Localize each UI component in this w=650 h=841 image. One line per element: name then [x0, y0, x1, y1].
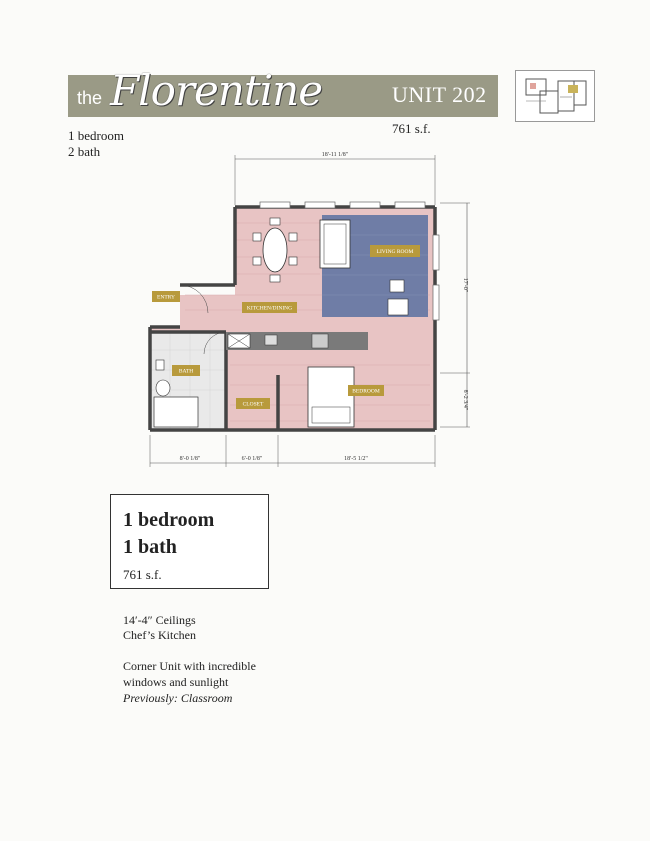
dimension-right-upper: 17'-0": [462, 277, 468, 293]
header-room-count: [68, 128, 124, 160]
header-baths: 2 bath: [68, 144, 101, 159]
room-label-living: LIVING ROOM: [376, 249, 414, 255]
room-label-kitchen: KITCHEN/DINING: [246, 305, 293, 312]
floor-plan-drawing: [130, 145, 480, 470]
dimension-bottom-left: 8'-0 1/8": [179, 456, 201, 462]
dimension-right-lower: 8'-2 3/4": [462, 389, 468, 411]
room-label-closet: CLOSET: [242, 401, 264, 408]
summary-baths: 1 bath: [123, 536, 177, 558]
summary-bedrooms: 1 bedroom: [123, 509, 215, 531]
summary-square-feet: 761 s.f.: [123, 567, 162, 582]
unit-number: UNIT 202: [392, 82, 487, 107]
feature-ceilings: 14′-4″ Ceilings: [123, 613, 196, 627]
building-key-map: [515, 70, 595, 122]
brand-logo-name: Florentine: [110, 66, 323, 115]
room-label-entry: ENTRY: [156, 294, 176, 301]
floor-plan: [130, 145, 480, 470]
bed: [308, 367, 354, 427]
key-map-diagram: [516, 71, 594, 121]
dimension-top: 18'-11 1/8": [321, 152, 349, 158]
dimension-bottom-right: 18'-5 1/2": [344, 456, 368, 462]
feature-corner-line1: Corner Unit with incredible: [123, 659, 256, 673]
unit-summary-box: [110, 494, 269, 589]
sofa: [320, 220, 350, 268]
summary-title: [123, 507, 214, 561]
brand-prefix: the: [77, 88, 103, 108]
feature-kitchen: Chef’s Kitchen: [123, 628, 196, 642]
room-label-bedroom: BEDROOM: [352, 388, 380, 395]
dimension-bottom-mid: 6'-0 1/8": [241, 456, 263, 462]
feature-previously: Previously: Classroom: [123, 691, 233, 705]
header-bedrooms: 1 bedroom: [68, 128, 124, 143]
feature-corner-line2: windows and sunlight: [123, 675, 229, 689]
header-square-feet: 761 s.f.: [392, 121, 431, 136]
room-label-bath: BATH: [178, 368, 194, 375]
dining-table: [263, 228, 287, 272]
